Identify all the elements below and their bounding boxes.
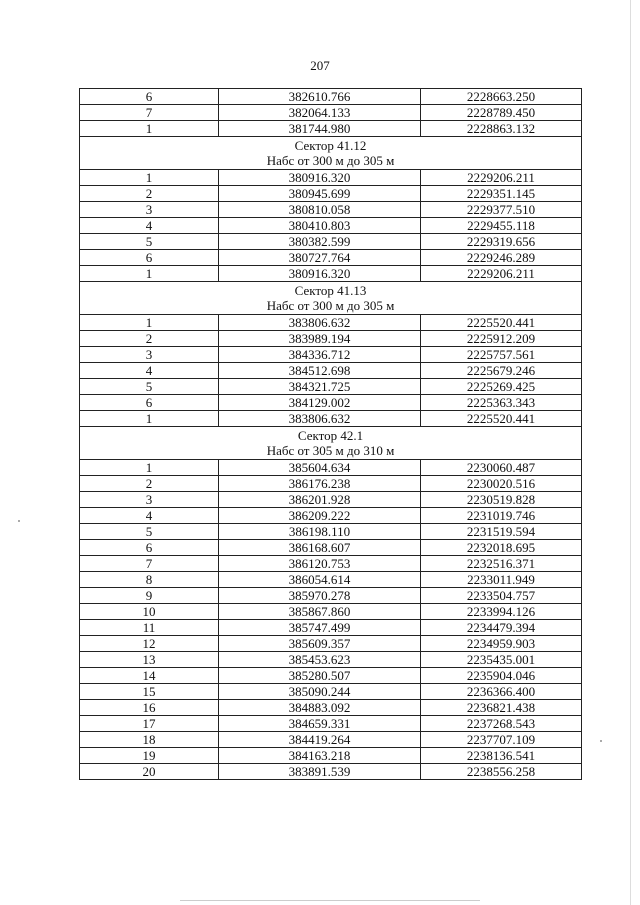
sector-header-cell — [80, 282, 582, 315]
y-coordinate-cell: 2228663.250 — [421, 89, 582, 105]
point-number-cell: 4 — [80, 363, 219, 379]
x-coordinate-cell: 386168.607 — [219, 540, 421, 556]
x-coordinate-cell: 380945.699 — [219, 186, 421, 202]
y-coordinate-cell: 2229206.211 — [421, 266, 582, 282]
table-row — [80, 411, 582, 427]
y-coordinate-cell: 2230519.828 — [421, 492, 582, 508]
table-row — [80, 186, 582, 202]
x-coordinate-cell: 380410.803 — [219, 218, 421, 234]
x-coordinate-cell: 385747.499 — [219, 620, 421, 636]
y-coordinate-cell: 2230020.516 — [421, 476, 582, 492]
table-row — [80, 218, 582, 234]
x-coordinate-cell: 380916.320 — [219, 170, 421, 186]
sector-title: Сектор 42.1 — [297, 428, 364, 443]
point-number-cell: 3 — [80, 347, 219, 363]
table-row — [80, 460, 582, 476]
x-coordinate-cell: 380382.599 — [219, 234, 421, 250]
coordinates-table-body — [80, 89, 582, 780]
page-number: 207 — [310, 58, 330, 73]
point-number-cell: 1 — [80, 315, 219, 331]
y-coordinate-cell: 2233504.757 — [421, 588, 582, 604]
y-coordinate-cell: 2232516.371 — [421, 556, 582, 572]
table-row — [80, 716, 582, 732]
point-number-cell: 6 — [80, 395, 219, 411]
table-row — [80, 121, 582, 137]
x-coordinate-cell: 385867.860 — [219, 604, 421, 620]
sector-header-cell — [80, 137, 582, 170]
x-coordinate-cell: 383989.194 — [219, 331, 421, 347]
point-number-cell: 1 — [80, 170, 219, 186]
x-coordinate-cell: 386176.238 — [219, 476, 421, 492]
table-row — [80, 524, 582, 540]
y-coordinate-cell: 2234479.394 — [421, 620, 582, 636]
sector-height-range: Набс от 300 м до 305 м — [266, 298, 395, 313]
point-number-cell: 12 — [80, 636, 219, 652]
y-coordinate-cell: 2237707.109 — [421, 732, 582, 748]
table-row — [80, 540, 582, 556]
x-coordinate-cell: 383806.632 — [219, 411, 421, 427]
table-row — [80, 668, 582, 684]
point-number-cell: 3 — [80, 492, 219, 508]
y-coordinate-cell: 2236821.438 — [421, 700, 582, 716]
y-coordinate-cell: 2225912.209 — [421, 331, 582, 347]
y-coordinate-cell: 2225679.246 — [421, 363, 582, 379]
point-number-cell: 2 — [80, 186, 219, 202]
x-coordinate-cell: 384512.698 — [219, 363, 421, 379]
point-number-cell: 5 — [80, 379, 219, 395]
sector-header-row — [80, 137, 582, 170]
sector-header-cell — [80, 427, 582, 460]
scan-edge-line — [630, 0, 631, 905]
point-number-cell: 20 — [80, 764, 219, 780]
x-coordinate-cell: 384883.092 — [219, 700, 421, 716]
x-coordinate-cell: 380916.320 — [219, 266, 421, 282]
y-coordinate-cell: 2228863.132 — [421, 121, 582, 137]
point-number-cell: 14 — [80, 668, 219, 684]
x-coordinate-cell: 384659.331 — [219, 716, 421, 732]
x-coordinate-cell: 380727.764 — [219, 250, 421, 266]
y-coordinate-cell: 2238136.541 — [421, 748, 582, 764]
table-row — [80, 331, 582, 347]
point-number-cell: 3 — [80, 202, 219, 218]
table-row — [80, 347, 582, 363]
x-coordinate-cell: 383891.539 — [219, 764, 421, 780]
table-row — [80, 315, 582, 331]
point-number-cell: 7 — [80, 105, 219, 121]
table-row — [80, 732, 582, 748]
table-row — [80, 604, 582, 620]
y-coordinate-cell: 2230060.487 — [421, 460, 582, 476]
y-coordinate-cell: 2238556.258 — [421, 764, 582, 780]
table-row — [80, 508, 582, 524]
point-number-cell: 6 — [80, 89, 219, 105]
table-row — [80, 266, 582, 282]
point-number-cell: 16 — [80, 700, 219, 716]
y-coordinate-cell: 2232018.695 — [421, 540, 582, 556]
x-coordinate-cell: 384419.264 — [219, 732, 421, 748]
y-coordinate-cell: 2225757.561 — [421, 347, 582, 363]
sector-header-row — [80, 282, 582, 315]
table-row — [80, 250, 582, 266]
table-row — [80, 170, 582, 186]
y-coordinate-cell: 2231019.746 — [421, 508, 582, 524]
y-coordinate-cell: 2231519.594 — [421, 524, 582, 540]
table-row — [80, 105, 582, 121]
table-row — [80, 764, 582, 780]
x-coordinate-cell: 385609.357 — [219, 636, 421, 652]
point-number-cell: 8 — [80, 572, 219, 588]
table-row — [80, 234, 582, 250]
coordinates-table — [79, 88, 582, 780]
table-row — [80, 636, 582, 652]
table-row — [80, 748, 582, 764]
x-coordinate-cell: 382064.133 — [219, 105, 421, 121]
x-coordinate-cell: 384336.712 — [219, 347, 421, 363]
table-row — [80, 379, 582, 395]
sector-title: Сектор 41.13 — [294, 283, 367, 298]
y-coordinate-cell: 2229377.510 — [421, 202, 582, 218]
y-coordinate-cell: 2225269.425 — [421, 379, 582, 395]
point-number-cell: 17 — [80, 716, 219, 732]
table-row — [80, 572, 582, 588]
y-coordinate-cell: 2235435.001 — [421, 652, 582, 668]
point-number-cell: 6 — [80, 250, 219, 266]
x-coordinate-cell: 384129.002 — [219, 395, 421, 411]
point-number-cell: 15 — [80, 684, 219, 700]
point-number-cell: 13 — [80, 652, 219, 668]
x-coordinate-cell: 386054.614 — [219, 572, 421, 588]
x-coordinate-cell: 382610.766 — [219, 89, 421, 105]
point-number-cell: 9 — [80, 588, 219, 604]
point-number-cell: 6 — [80, 540, 219, 556]
table-row — [80, 556, 582, 572]
y-coordinate-cell: 2234959.903 — [421, 636, 582, 652]
table-row — [80, 700, 582, 716]
x-coordinate-cell: 385453.623 — [219, 652, 421, 668]
table-row — [80, 588, 582, 604]
x-coordinate-cell: 386120.753 — [219, 556, 421, 572]
x-coordinate-cell: 385280.507 — [219, 668, 421, 684]
y-coordinate-cell: 2229351.145 — [421, 186, 582, 202]
x-coordinate-cell: 385090.244 — [219, 684, 421, 700]
sector-height-range: Набс от 300 м до 305 м — [266, 153, 395, 168]
x-coordinate-cell: 384163.218 — [219, 748, 421, 764]
y-coordinate-cell: 2225520.441 — [421, 411, 582, 427]
sector-height-range: Набс от 305 м до 310 м — [266, 443, 395, 458]
y-coordinate-cell: 2225363.343 — [421, 395, 582, 411]
table-row — [80, 652, 582, 668]
table-row — [80, 476, 582, 492]
point-number-cell: 18 — [80, 732, 219, 748]
x-coordinate-cell: 385970.278 — [219, 588, 421, 604]
y-coordinate-cell: 2236366.400 — [421, 684, 582, 700]
sector-header-row — [80, 427, 582, 460]
point-number-cell: 2 — [80, 331, 219, 347]
point-number-cell: 7 — [80, 556, 219, 572]
point-number-cell: 2 — [80, 476, 219, 492]
y-coordinate-cell: 2229246.289 — [421, 250, 582, 266]
y-coordinate-cell: 2235904.046 — [421, 668, 582, 684]
scan-bottom-line — [180, 900, 480, 901]
sector-title: Сектор 41.12 — [294, 138, 367, 153]
point-number-cell: 5 — [80, 234, 219, 250]
y-coordinate-cell: 2233011.949 — [421, 572, 582, 588]
y-coordinate-cell: 2225520.441 — [421, 315, 582, 331]
point-number-cell: 1 — [80, 266, 219, 282]
scan-speck — [600, 740, 602, 742]
x-coordinate-cell: 386198.110 — [219, 524, 421, 540]
table-row — [80, 492, 582, 508]
table-row — [80, 684, 582, 700]
point-number-cell: 5 — [80, 524, 219, 540]
x-coordinate-cell: 383806.632 — [219, 315, 421, 331]
table-row — [80, 89, 582, 105]
scan-speck — [18, 520, 20, 522]
y-coordinate-cell: 2237268.543 — [421, 716, 582, 732]
point-number-cell: 11 — [80, 620, 219, 636]
x-coordinate-cell: 386201.928 — [219, 492, 421, 508]
table-row — [80, 202, 582, 218]
x-coordinate-cell: 380810.058 — [219, 202, 421, 218]
y-coordinate-cell: 2233994.126 — [421, 604, 582, 620]
point-number-cell: 19 — [80, 748, 219, 764]
point-number-cell: 10 — [80, 604, 219, 620]
point-number-cell: 1 — [80, 121, 219, 137]
x-coordinate-cell: 381744.980 — [219, 121, 421, 137]
point-number-cell: 1 — [80, 411, 219, 427]
table-row — [80, 363, 582, 379]
table-row — [80, 620, 582, 636]
y-coordinate-cell: 2229319.656 — [421, 234, 582, 250]
point-number-cell: 1 — [80, 460, 219, 476]
point-number-cell: 4 — [80, 508, 219, 524]
point-number-cell: 4 — [80, 218, 219, 234]
x-coordinate-cell: 385604.634 — [219, 460, 421, 476]
x-coordinate-cell: 384321.725 — [219, 379, 421, 395]
y-coordinate-cell: 2228789.450 — [421, 105, 582, 121]
x-coordinate-cell: 386209.222 — [219, 508, 421, 524]
table-row — [80, 395, 582, 411]
y-coordinate-cell: 2229455.118 — [421, 218, 582, 234]
y-coordinate-cell: 2229206.211 — [421, 170, 582, 186]
